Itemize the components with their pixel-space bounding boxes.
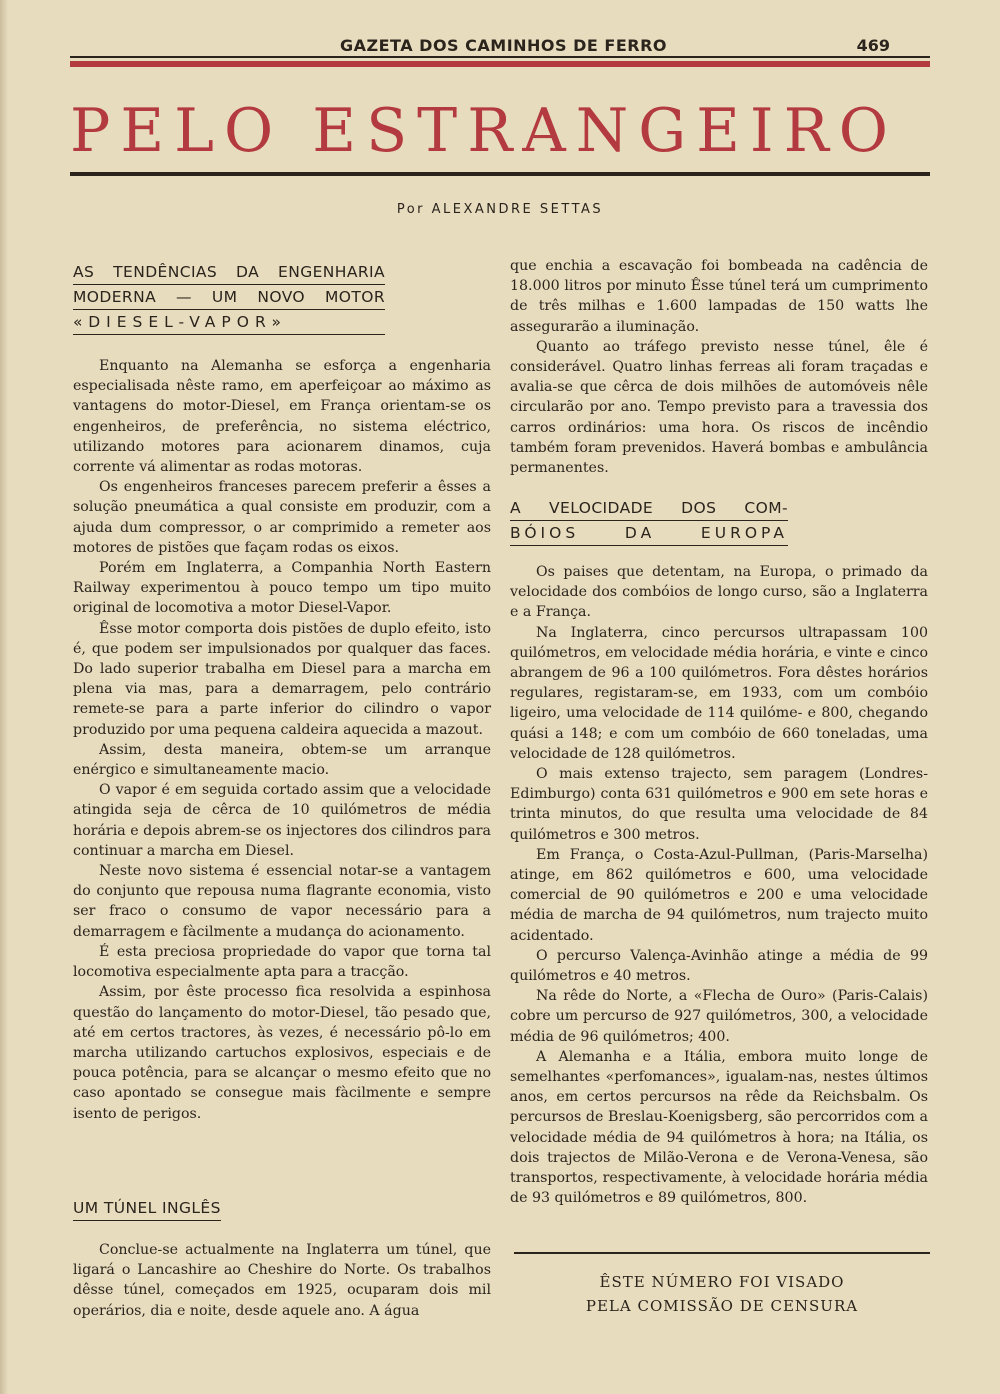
article-3-paragraph: O percurso Valença-Avinhão atinge a média de 99 quilómetros e 40 metros. — [510, 947, 928, 985]
heading-line: UM TÚNEL INGLÊS — [73, 1196, 221, 1221]
left-column — [73, 356, 491, 1124]
byline: Por ALEXANDRE SETTAS — [396, 202, 604, 217]
article-3-paragraph: O mais extenso trajecto, sem paragem (Londres-Edimburgo) conta 631 quilómetros e 900 em sete horas e trinta minutos, do que resulta uma velocidade de 84 quilómetros e 300 metros. — [510, 766, 928, 843]
article-3-paragraph: Na rêde do Norte, a «Flecha de Ouro» (Paris-Calais) cobre um percurso de 927 quilómetros, 300, a velocidade média de 96 quilómetros; 400. — [510, 988, 928, 1045]
running-header — [70, 36, 930, 58]
section-title: PELO ESTRANGEIRO — [70, 96, 898, 166]
header-rule-red — [70, 61, 930, 67]
article-1-paragraph: Enquanto na Alemanha se esforça a engenharia especialisada nêste ramo, em aperfeiçoar ao máximo as vantagens do motor-Diesel, em França orientam-se os engenheiros, de preferência, no sistema eléctrico, utilizando motores para acionarem dinamos, cuja corrente vá alimentar as rodas motoras. — [73, 358, 491, 476]
running-title: GAZETA DOS CAMINHOS DE FERRO — [340, 36, 668, 55]
censor-line: PELA COMISSÃO DE CENSURA — [585, 1297, 859, 1315]
article-2-paragraph: Quanto ao tráfego previsto nesse túnel, êle é considerável. Quatro linhas ferreas ali foram traçadas e avalia-se que cêrca de dois milhões de automóveis nêle circularão por ano. Tempo previsto para a travessia dos carros ordinários: uma hora. Os riscos de incêndio também foram prevenidos. Haverá bombas e ambulância permanentes. — [510, 338, 928, 477]
article-1-paragraph: Assim, desta maneira, obtem-se um arranque enérgico e simultaneamente macio. — [73, 741, 491, 779]
article-3-body — [510, 562, 928, 1209]
article-1-paragraph: Neste novo sistema é essencial notar-se a vantagem do conjunto que repousa numa flagrante economia, visto ser fraco o consumo de vapor necessário para a demarragem e fàcilmente a mudança do acionamento. — [73, 863, 491, 940]
article-2-heading — [73, 1196, 221, 1221]
article-1-heading — [73, 260, 385, 335]
heading-line: A VELOCIDADE DOS COM- — [510, 496, 788, 521]
heading-line: «DIESEL-VAPOR» — [73, 310, 385, 335]
article-3-heading — [510, 496, 788, 546]
heading-line: BÓIOS DA EUROPA — [510, 521, 788, 546]
article-2-paragraph: Conclue-se actualmente na Inglaterra um túnel, que ligará o Lancashire ao Cheshire do Norte. Os trabalhos dêsse túnel, começados em 1925, ocuparam dois mil operários, dia e noite, desde aquele ano. A água — [73, 1242, 491, 1319]
article-2-paragraph-continued: que enchia a escavação foi bombeada na cadência de 18.000 litros por minuto Êsse túnel terá um cumprimento de três milhas e 1.600 lampadas de 150 watts lhe assegurarão a iluminação. — [510, 258, 928, 335]
article-1-paragraph: O vapor é em seguida cortado assim que a velocidade atingida seja de cêrca de 10 quilómetros de média horária e depois abrem-se os injectores dos cilindros para continuar a marcha em Diesel. — [73, 782, 491, 859]
heading-line: AS TENDÊNCIAS DA ENGENHARIA — [73, 260, 385, 285]
article-2-body-start — [73, 1240, 491, 1321]
article-3-paragraph: Os paises que detentam, na Europa, o primado da velocidade dos combóios de longo curso, são a Inglaterra e a França. — [510, 564, 928, 621]
censor-rule — [514, 1252, 930, 1254]
censor-line: ÊSTE NÚMERO FOI VISADO — [599, 1273, 845, 1291]
article-3-paragraph: Na Inglaterra, cinco percursos ultrapassam 100 quilómetros, em velocidade média horária, e vinte e cinco abrangem de 96 a 100 quilómetros. Fora dêstes horários regulares, registaram-se, em 1933, com um combóio ligeiro, uma velocidade de 114 quilóme- e 800, chegando quási a 148; e com um combóio de 660 toneladas, uma velocidade de 128 quilómetros. — [510, 624, 928, 762]
article-3-paragraph: Em França, o Costa-Azul-Pullman, (Paris-Marselha) atinge, em 862 quilómetros e 600, uma velocidade comercial de 90 quilómetros e 200 e uma velocidade média de marcha de 94 quilómetros, num trajecto muito acidentado. — [510, 846, 928, 944]
heading-line: MODERNA — UM NOVO MOTOR — [73, 285, 385, 310]
page-number: 469 — [856, 36, 890, 55]
header-rule-black — [70, 56, 930, 58]
censor-note — [514, 1270, 930, 1318]
article-1-paragraph: Êsse motor comporta dois pistões de duplo efeito, isto é, que podem ser impulsionados por qualquer das faces. Do lado superior trabalha em Diesel para a marcha em plena via mas, para a demarragem, pelo contrário remete-se para a parte inferior do cilindro o vapor produzido por uma pequena caldeira aquecida a mazout. — [73, 620, 491, 738]
title-rule — [70, 172, 930, 176]
article-1-paragraph: Os engenheiros franceses parecem preferir a êsses a solução pneumática a qual consiste em produzir, com a ajuda dum compressor, o ar comprimido a remeter aos motores de pistões que façam rodas os eixos. — [73, 479, 491, 556]
right-column — [510, 256, 928, 478]
article-1-paragraph: Porém em Inglaterra, a Companhia North Eastern Railway experimentou à pouco tempo um tipo muito original de locomotiva a motor Diesel-Vapor. — [73, 560, 491, 617]
article-3-paragraph: A Alemanha e a Itália, embora muito longe de semelhantes «perfomances», igualam-nas, nestes últimos anos, em certos percursos na rêde da Reichsbalm. Os percursos de Breslau-Koenigsberg, são percorridos com a velocidade média de 94 quilómetros à hora; na Itália, os dois trajectos de Milão-Verona e de Verona-Venesa, são transportos, respectivamente, à velocidade horária média de 93 quilómetros e 89 quilómetros, 800. — [510, 1048, 928, 1207]
article-1-paragraph: Assim, por êste processo fica resolvida a espinhosa questão do lançamento do motor-Diesel, tão pesado que, até em certos tractores, às vezes, é necessário pô-lo em marcha utilizando cartuchos explosivos, especiais e de pouca potência, para se alcançar o mesmo efeito que no caso apontado se consegue mais fàcilmente e sempre isento de perigos. — [73, 984, 491, 1122]
article-1-paragraph: É esta preciosa propriedade do vapor que torna tal locomotiva especialmente apta para a tracção. — [73, 943, 491, 981]
